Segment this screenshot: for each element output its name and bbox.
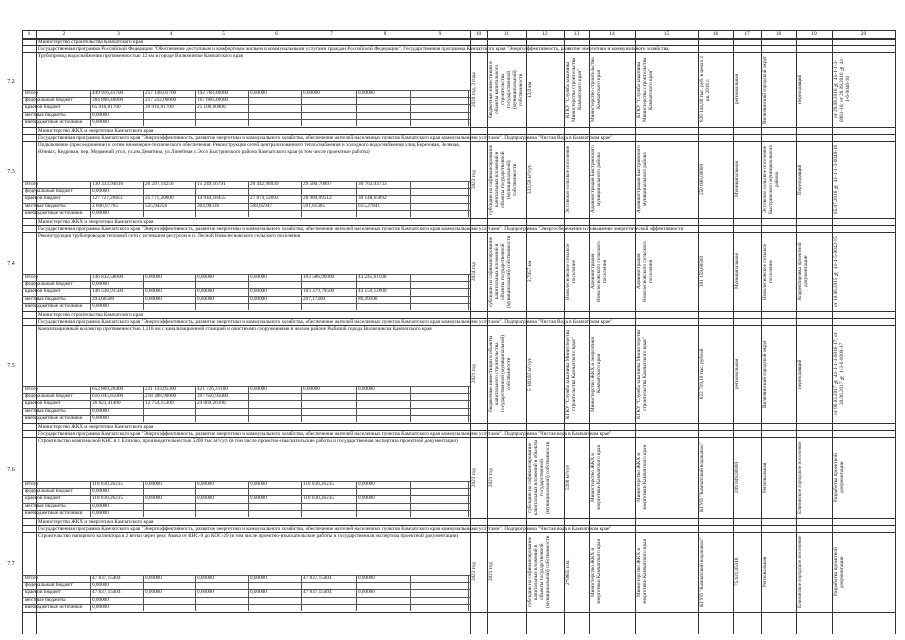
funding-column-rule [356, 90, 357, 126]
rotated-cell-text: КГКУ "Служба заказчика Министерства строительства Камчатского края" [636, 57, 654, 122]
funding-column-rule [143, 90, 144, 126]
program-name: Государственная программа Камчатского края "Энергоэффективность, развитие энергетики и коммунального хозяйства, обеспечение жителей населенных пунктов Камчатского края коммунальными услугами". Подпрограмма "Чистая вода в Камчатском крае" [38, 430, 612, 437]
funding-column-rule [468, 575, 469, 611]
funding-value: 0,00000 [358, 575, 375, 581]
funding-value: 127 727,26851 [92, 195, 124, 202]
funding-value: 0,00000 [145, 495, 162, 502]
rotated-cell-text: 822 719,10 тыс. рублей [699, 348, 705, 400]
funding-label: местные бюджеты [25, 407, 66, 414]
funding-column-rule [410, 386, 411, 422]
program-name: Государственная программа Российской Федерации "Обеспечение доступным и комфортным жильем и коммунальными услугами граждан Российской Федерации", Государственная программа Камчатского края "Энергоэффективность, развитие энергетики и коммунального хозяйства, [38, 45, 670, 52]
funding-column-rule [410, 274, 411, 310]
funding-column-rule [143, 181, 144, 217]
funding-value: 86,49100 [358, 295, 378, 302]
funding-column-rule [195, 274, 196, 310]
rotated-cell-text: Елизовское городское поселение [797, 441, 803, 514]
funding-column-rule [356, 575, 357, 611]
rotated-cell-text: Министерство ЖКХ и энергетики Камчатского края [636, 445, 648, 510]
rotated-cell-text: 2023 год [471, 170, 477, 189]
funding-column-rule [410, 90, 411, 126]
rotated-cell-text: 826 144,00 тыс. руб. в ценах 2 кв. 2016 г. [699, 56, 711, 123]
funding-label: федеральный бюджет [25, 281, 73, 288]
funding-value: 103 586,96900 [303, 274, 335, 280]
funding-label: краевой бюджет [25, 288, 61, 295]
funding-value: 29 580,70897 [303, 181, 332, 187]
funding-value: 47 837,15404 [92, 575, 121, 581]
funding-value: 231 143,05300 [145, 386, 177, 392]
rotated-cell-text: 333,59 м³/сут. [527, 164, 533, 195]
funding-column-rule [468, 274, 469, 310]
funding-value: 0,00000 [197, 274, 214, 280]
funding-label: внебюджетные источники [25, 302, 83, 309]
funding-label: местные бюджеты [25, 596, 66, 603]
funding-label: внебюджетные источники [25, 603, 83, 610]
funding-value: 525,94256 [145, 202, 168, 209]
funding-column-rule [468, 386, 469, 422]
funding-value: 103 379,79500 [303, 288, 335, 295]
funding-value: 12 754,15300 [145, 400, 174, 407]
funding-value: 118 030,26235 [303, 495, 334, 502]
rotated-cell-text: 2*0865 п.м. [565, 559, 571, 585]
funding-value: 568,85947 [250, 202, 273, 209]
funding-value: 47 837,15404 [92, 589, 121, 596]
funding-column-rule [301, 386, 302, 422]
column-number: 15 [663, 31, 670, 37]
rotated-cell-text: субсидии на софинансирование капитальных вложений в объекты государственной (муниципальной) собственности [527, 440, 551, 515]
funding-value: 293,66500 [92, 295, 115, 302]
rotated-cell-text: региональная [734, 359, 740, 389]
funding-value: 36 823,41400 [92, 400, 121, 407]
funding-value: 0,00000 [250, 90, 267, 96]
rotated-cell-text: бюджетные инвестиции в объекты капитального строительства государственной (муниципальной) собственности [488, 61, 524, 118]
funding-value: 28 442,98939 [250, 181, 279, 187]
rotated-cell-text: Министерство ЖКХ и энергетики Камчатского края [590, 445, 602, 510]
funding-column-rule [248, 274, 249, 310]
funding-label: федеральный бюджет [25, 188, 73, 195]
funding-label: Итого [25, 274, 39, 280]
funding-label: Итого [25, 90, 39, 96]
object-name: Строительство комплексной КНС в г. Елизово, производительностью 5200 тыс.м³/сут. (в том числе проектно-изыскательские работы и государственная экспертиза проектной документации) [38, 438, 458, 444]
funding-value: 25 771,20000 [145, 195, 174, 202]
funding-column-rule [410, 481, 411, 517]
funding-column-rule [410, 181, 411, 217]
rotated-cell-text: КГКУ "Служба заказчика Министерства строительства Камчатского края" [565, 329, 577, 419]
funding-label: федеральный бюджет [25, 488, 73, 495]
funding-label: федеральный бюджет [25, 582, 73, 589]
funding-value: 0,00000 [303, 386, 320, 392]
rotated-cell-text: Новолесновское сельское поселение [762, 243, 774, 300]
funding-label: федеральный бюджет [25, 393, 73, 400]
funding-label: Итого [25, 575, 39, 581]
funding-value: 2 606,67765 [92, 202, 118, 209]
column-number: 10 [475, 31, 482, 37]
rotated-cell-text: Разработка проектной документации [833, 547, 845, 597]
funding-value: 0,00000 [250, 481, 267, 487]
funding-value: 0,00000 [145, 274, 162, 280]
rotated-cell-text: Министерство ЖКХ и энергетики Камчатского края [636, 539, 648, 605]
funding-column-rule [356, 481, 357, 517]
funding-value: 0,00000 [92, 281, 109, 288]
program-name: Государственная программа Камчатского края "Энергоэффективность, развитие энергетики и коммунального хозяйства, обеспечение жителей населенных пунктов Камчатского края коммунальными услугами". Подпрограмма "Чистая Вода в Камчатском крае" [38, 134, 613, 141]
funding-value: 0,00000 [250, 274, 267, 280]
funding-value: 0,00000 [145, 575, 162, 581]
funding-column-rule [468, 181, 469, 217]
rotated-cell-text: 2024 год [471, 262, 477, 281]
rotated-cell-text: Министерство ЖКХ и энергетики Камчатского края [590, 539, 602, 605]
funding-value: 616 045,85000 [92, 393, 124, 400]
rotated-cell-text: субсидии на софинансирование капитальных вложений в объекты государственной (муниципальной) собственности [488, 144, 518, 215]
rotated-cell-text: 2021 год [488, 468, 494, 487]
table-bottom-rule [22, 612, 895, 613]
funding-label: Итого [25, 386, 39, 392]
funding-value: 0,00000 [358, 481, 375, 487]
funding-label: Итого [25, 481, 39, 487]
funding-value: 0,00000 [250, 495, 267, 502]
ministry-name: Министерство ЖКХ и энергетики Камчатского края [38, 218, 154, 225]
row-number: 7.5 [7, 363, 15, 369]
ministry-name: Министерство строительства Камчатского края [38, 311, 143, 318]
rotated-cell-text: от 10.06.2015 № 41-1-5-0042-15 [833, 236, 839, 307]
funding-column-rule [195, 575, 196, 611]
rotated-cell-text: Региональная [762, 556, 768, 588]
funding-column-rule [90, 481, 91, 517]
funding-column-rule [90, 575, 91, 611]
funding-value: 0,00000 [250, 288, 267, 295]
funding-label: краевой бюджет [25, 495, 61, 502]
funding-value: 421 726,21100 [197, 386, 228, 392]
column-number: 5 [222, 31, 225, 37]
funding-column-rule [301, 90, 302, 126]
rotated-cell-text: Новолесновское сельское поселение [565, 243, 577, 300]
rotated-cell-text: 2021 год [488, 562, 494, 582]
rotated-cell-text: 250 696,00000 [699, 163, 705, 196]
funding-value: 0,00000 [197, 495, 214, 502]
rotated-cell-text: Администрация Быстринского муниципального района [590, 145, 602, 214]
rotated-cell-text: региональная [734, 74, 740, 105]
funding-column-rule [248, 90, 249, 126]
funding-value: 0,00000 [92, 188, 109, 195]
program-name: Государственная программа Камчатского края "Энергоэффективность, развитие энергетики и коммунального хозяйства, обеспечение жителей населенных пунктов Камчатского края коммунальными услугами". Подпрограмма "Энергосбережение и повышение энергетической эффективности [38, 225, 684, 232]
funding-value: 652 869,26400 [92, 386, 124, 392]
row-number: 7.3 [7, 168, 15, 175]
ministry-name: Министерство ЖКХ и энергетики Камчатского края [38, 127, 154, 134]
funding-column-rule [195, 386, 196, 422]
funding-column-rule [356, 386, 357, 422]
funding-value: 39 916,01700 [145, 104, 174, 111]
rotated-cell-text: 2023 год [471, 562, 477, 582]
funding-column-rule [195, 481, 196, 517]
column-number: 9 [438, 31, 442, 37]
funding-value: 0,00000 [92, 509, 109, 516]
funding-value: 43 159,12000 [358, 288, 387, 295]
funding-column-rule [301, 274, 302, 310]
rotated-cell-text: КГУП "Камчатский водоканал" [699, 537, 705, 607]
column-number: 3 [117, 31, 120, 37]
funding-value: 0,00000 [303, 90, 320, 96]
funding-column-rule [143, 274, 144, 310]
rotated-cell-text: бюджетные инвестиции в объекты капитального строительства государственной (муниципальной) собственности [488, 335, 512, 413]
funding-value: 118 030,26235 [92, 481, 123, 487]
funding-value: 26 297,14256 [145, 181, 174, 187]
object-name: Трубопровод водоснабжения протяженностью 12 км в городе Вилючинске Камчатского края [38, 53, 243, 59]
funding-value: 0,00000 [145, 288, 162, 295]
rotated-cell-text: Елизовское городское поселение [797, 535, 803, 609]
funding-value: 0,00000 [145, 589, 162, 596]
funding-value: 118 030,26235 [92, 495, 123, 502]
funding-column-rule [90, 181, 91, 217]
funding-column-rule [301, 181, 302, 217]
funding-value: 24 069,26100 [197, 400, 226, 407]
funding-value: 0,00000 [92, 488, 109, 495]
rotated-cell-text: Вилючинский городской округ [762, 339, 768, 409]
funding-value: 14 944,18455 [197, 195, 226, 202]
funding-value: 0,00000 [145, 481, 162, 487]
rotated-cell-text: Разработка проектной документации [833, 453, 845, 502]
funding-value: 449 916,41700 [92, 90, 124, 96]
funding-value: 192 768,40000 [197, 90, 229, 96]
funding-value: 167 666,40000 [197, 97, 229, 104]
funding-column-rule [195, 181, 196, 217]
rotated-cell-text: Региональная [762, 462, 768, 493]
funding-column-rule [195, 90, 196, 126]
funding-value: 0,00000 [197, 295, 214, 302]
funding-column-rule [248, 481, 249, 517]
column-rule [895, 30, 896, 634]
funding-column-rule [143, 575, 144, 611]
funding-value: 0,00000 [145, 295, 162, 302]
rotated-cell-text: 5 160,92 м³/сут. [527, 357, 533, 391]
funding-column-rule [248, 386, 249, 422]
funding-value: 0,00000 [358, 90, 375, 96]
rotated-cell-text: Эссовское сельское поселение Быстринского муниципального района [762, 144, 780, 215]
column-number: 16 [712, 31, 719, 37]
funding-column-rule [301, 575, 302, 611]
rotated-cell-text: 2021 год [471, 364, 477, 384]
rotated-cell-text: от 29.09.2016 № 41-1-1-3-0081-16; от 28.09.2016 № 41-1-6-0046-16 [833, 57, 851, 122]
funding-label: местные бюджеты [25, 202, 66, 209]
funding-value: 397 656,95000 [197, 393, 229, 400]
rotated-cell-text: субсидии на софинансирование капитальных вложений в объекты государственной (муниципальной) собственности [527, 535, 551, 609]
rotated-cell-text: Корректировка проектной документации [797, 242, 809, 301]
object-name: Канализационный коллектор протяженностью 1,318 км с канализационной станцией и очистными сооружениями в жилом районе Рыбачий города Вилючинска Камчатского края [38, 326, 432, 332]
funding-value: 146 832,58000 [92, 274, 124, 280]
object-name: Подключение (присоединение) к сетям инженерно-технического обеспечения. Реконструкция сетей централизованного теплоснабжения и холодного водоснабжения улиц Березовая, Зеленая, Юнных, Кедровая, пер. Медвежий угол, ул.им.Девятина, ул.Линейная с.Эссо Быстринского района Камчатского края (в том числе проектные работы) [38, 142, 460, 155]
funding-value: 43 245,61100 [358, 274, 387, 280]
funding-value: 0,00000 [197, 589, 214, 596]
funding-value: 28 989,09512 [303, 195, 332, 202]
funding-value: 0,00000 [250, 295, 267, 302]
funding-column-rule [90, 386, 91, 422]
funding-value: 0,00000 [197, 288, 214, 295]
funding-label: внебюджетные источники [25, 209, 83, 216]
column-number: 19 [811, 31, 817, 37]
funding-column-rule [143, 386, 144, 422]
funding-value: 591,61385 [303, 202, 326, 209]
ministry-name: Министерство ЖКХ и энергетики Камчатского края [38, 423, 154, 430]
funding-label: местные бюджеты [25, 111, 66, 118]
column-number: 1 [27, 31, 31, 37]
rotated-cell-text: Эссовское сельское поселение [565, 145, 571, 214]
row-number: 7.2 [7, 78, 15, 85]
rotated-cell-text: субсидии на софинансирование капитальных вложений в объекты государственной (муниципальной) собственности [488, 235, 512, 308]
funding-value: 217 232,00000 [145, 97, 177, 104]
object-name: Реконструкция трубопроводов тепловой сети с истекшим ресурсом в п. Лесной Новолесновского сельского поселения [38, 233, 301, 239]
funding-value: 0,00000 [92, 582, 109, 589]
rotated-cell-text: Министерство строительства Камчатского края [590, 57, 602, 122]
funding-label: местные бюджеты [25, 502, 66, 509]
row-number: 7.6 [7, 466, 15, 473]
funding-value: 65 016,01700 [92, 104, 121, 111]
funding-label: внебюджетные источники [25, 118, 83, 125]
funding-value: 0,00000 [92, 209, 109, 216]
funding-value: 47 837,15404 [303, 589, 332, 596]
funding-value: 384 898,40000 [92, 97, 124, 104]
funding-value: 0,00000 [92, 603, 109, 610]
funding-value: 0,00000 [197, 575, 214, 581]
funding-label: местные бюджеты [25, 295, 66, 302]
rotated-cell-text: 2,7057 км [527, 260, 533, 283]
column-number: 6 [275, 31, 278, 37]
rotated-cell-text: переходящий [797, 74, 803, 105]
funding-column-rule [356, 181, 357, 217]
funding-value: 30 763,93733 [358, 181, 387, 187]
program-name: Государственная программа Камчатского края "Энергоэффективность, развитие энергетики и коммунального хозяйства, обеспечение жителей населенных пунктов Камчатского края коммунальными услугами". Подпрограмма "Чистая вода в Камчатском крае" [38, 525, 612, 532]
rotated-cell-text: 2023 год [471, 468, 477, 487]
rotated-cell-text: Администрация Новолесновского сельского поселения [590, 241, 608, 302]
rotated-cell-text: Администрация Быстринского муниципального района [636, 145, 648, 214]
funding-column-rule [410, 575, 411, 611]
funding-column-rule [248, 181, 249, 217]
funding-value: 47 837,15404 [303, 575, 332, 581]
rotated-cell-text: 12,0 км [527, 81, 533, 98]
funding-value: 0,00000 [92, 111, 109, 118]
rotated-cell-text: 391 159,60500 [699, 255, 705, 288]
funding-value: 0,00000 [92, 407, 109, 414]
funding-value: 25 100,00000 [197, 104, 226, 111]
funding-value: 0,00000 [250, 575, 267, 581]
column-number: 12 [542, 31, 548, 37]
program-name: Государственная программа Камчатского края "Энергоэффективность, развитие энергетики и коммунального хозяйства, обеспечение жителей населенных пунктов Камчатского края коммунальными услугами". Подпрограмма "Чистая Вода в Камчатском крае" [38, 318, 613, 325]
funding-value: 30 148,65892 [358, 195, 387, 202]
funding-label: краевой бюджет [25, 195, 61, 202]
column-number: 7 [330, 31, 333, 37]
funding-value: 27 874,12092 [250, 195, 279, 202]
funding-label: Итого [25, 181, 39, 187]
funding-label: краевой бюджет [25, 400, 61, 407]
rotated-cell-text: КГКУ "Служба заказчика Министерства строительства Камчатского края" [565, 57, 583, 122]
funding-value: 0,00000 [92, 502, 109, 509]
rotated-cell-text: 2020 год, 3 года [471, 72, 477, 107]
funding-column-rule [143, 481, 144, 517]
funding-value: 207,17400 [303, 295, 326, 302]
funding-value: 304,98336 [197, 202, 220, 209]
funding-label: внебюджетные источники [25, 414, 83, 421]
funding-value: 0,00000 [92, 302, 109, 309]
row-number: 7.7 [7, 561, 15, 567]
funding-value: 0,00000 [92, 414, 109, 421]
funding-column-rule [468, 90, 469, 126]
column-number: 11 [503, 31, 510, 37]
funding-label: федеральный бюджет [25, 97, 73, 104]
column-number: 18 [775, 31, 782, 37]
rotated-cell-text: 5200 м³/сут [565, 464, 571, 491]
object-name: Строительство напорного коллектора в 2 ветки через реку Авача от КНС-9 до КОС-29 (в том числе проектно-изыскательские работы и государственная экспертиза проектной документации) [38, 533, 459, 539]
funding-value: 146 538,91500 [92, 288, 124, 295]
column-number: 8 [383, 31, 387, 37]
funding-value: 0,00000 [358, 495, 375, 502]
funding-value: 615,27841 [358, 202, 381, 209]
funding-value: 0,00000 [197, 481, 214, 487]
funding-column-rule [90, 90, 91, 126]
funding-value: 257 148,01700 [145, 90, 177, 96]
funding-column-rule [90, 274, 91, 310]
rotated-cell-text: Переходящий [797, 164, 803, 195]
funding-value: 0,00000 [92, 596, 109, 603]
column-number: 20 [860, 31, 867, 37]
column-number: 14 [609, 31, 615, 37]
rotated-cell-text: КГКУ "Служба заказчика Министерства строительства Камчатского края" [636, 329, 648, 419]
funding-value: 218 388,90000 [145, 393, 177, 400]
column-number: 2 [62, 31, 66, 37]
funding-label: внебюджетные источники [25, 509, 83, 516]
rotated-cell-text: КГУП "Камчатский водоканал" [699, 442, 705, 513]
funding-value: 0,00000 [250, 589, 267, 596]
funding-value: 118 030,26235 [303, 481, 334, 487]
rotated-cell-text: переходящий [797, 359, 803, 389]
funding-column-rule [468, 481, 469, 517]
funding-value: 0,00000 [358, 589, 375, 596]
funding-label: краевой бюджет [25, 589, 61, 596]
column-number: 17 [744, 31, 750, 37]
funding-column-rule [356, 274, 357, 310]
funding-column-rule [248, 575, 249, 611]
rotated-cell-text: Министерство ЖКХ и энергетики Камчатского края [590, 336, 602, 412]
rotated-cell-text: Администрация Новолесновского сельского поселения [636, 241, 654, 302]
ministry-name: Министерство строительства Камчатского края [38, 38, 143, 45]
funding-value: 0,00000 [92, 118, 109, 125]
funding-column-rule [301, 481, 302, 517]
column-number: 13 [573, 31, 580, 37]
rotated-cell-text: 209 049,00000 [734, 461, 740, 494]
funding-value: 0,00000 [250, 386, 267, 392]
rotated-cell-text: 05.07.2016 № 41-1-1-3-0049-16 [833, 144, 839, 215]
column-number: 4 [169, 31, 173, 37]
row-number: 7.4 [7, 260, 15, 267]
funding-value: 130 333,94616 [92, 181, 124, 187]
funding-value: 15 249,16791 [197, 181, 226, 187]
rotated-cell-text: Вилючинский городской округ [762, 55, 768, 124]
rotated-cell-text: Муниципальная [734, 161, 740, 198]
rotated-cell-text: Муниципальная [734, 253, 740, 290]
rotated-cell-text: 75 621,05318 [734, 557, 740, 587]
rotated-cell-text: от 06.03.2017 № 41-1-1-3-0016-17; от 30.06.2017 № 1-3-6-0009-17 [833, 332, 845, 416]
funding-value: 0,00000 [358, 386, 375, 392]
ministry-name: Министерство ЖКХ и энергетики Камчатского края [38, 518, 154, 525]
funding-label: краевой бюджет [25, 104, 61, 111]
